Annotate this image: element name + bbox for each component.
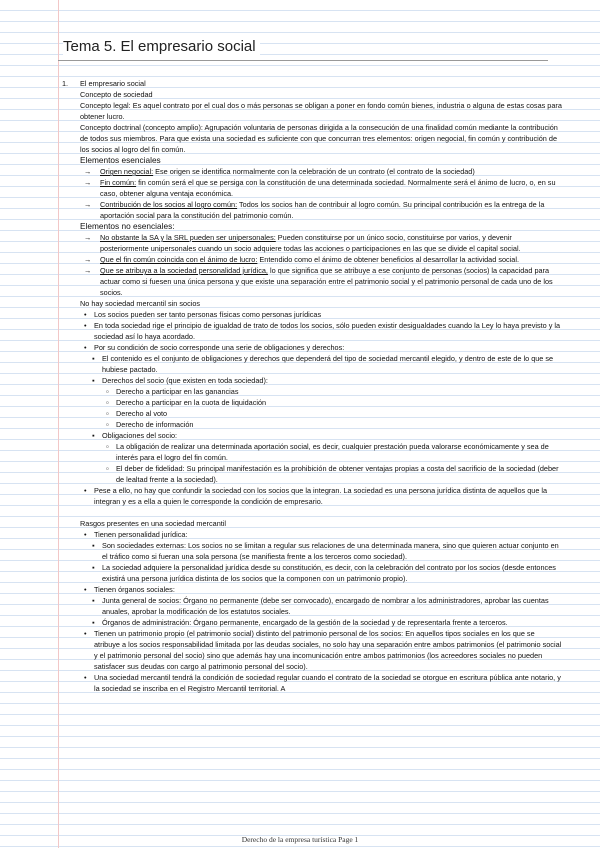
notebook-margin-line — [58, 0, 59, 848]
list-item: ▫ Derecho a participar en las ganancias — [106, 387, 239, 396]
square-bullet-icon: ▪ — [92, 596, 95, 605]
hollow-square-icon: ▫ — [106, 442, 109, 451]
list-item: ▪ La sociedad adquiere la personalidad jurídica desde su constitución, es decir, con la celebración del contrato por los socios (desde entonces existirá una persona jurídica distinta de los socios que la componen con un patrimonio propio). — [92, 563, 556, 583]
list-item: ▪ Son sociedades externas: Los socios no se limitan a regular sus relaciones de una determinada manera, sino que quieren actuar conjunto en el tráfico como si fueran una sola persona (se manifiesta frente a los terceros como sociedad). — [92, 541, 559, 561]
essential-elements-heading: Elementos esenciales — [80, 155, 161, 165]
bullet-icon: • — [84, 321, 87, 330]
essential-elements-list — [62, 166, 562, 221]
document-body — [62, 78, 562, 694]
list-item: • Tienen un patrimonio propio (el patrimonio social) distinto del patrimonio personal de los socios: En aquellos tipos sociales en los que se atribuye a los socios responsabilidad limitada por las deudas sociales, no solo hay una separación entre ambos patrimonios (el patrimonio social y el patrimonio personal del socio) sino que además hay una incomunicación entre ambos patrimonios (los acreedores sociales no pueden satisfacer sus deudas con cargo al patrimonio personal del socio). — [84, 629, 562, 671]
list-item: ▫ El deber de fidelidad: Su principal manifestación es la prohibición de obtener ventajas propias a costa del sacrificio de la sociedad (deber de lealtad frente a la sociedad). — [106, 464, 559, 484]
list-item: ▪ El contenido es el conjunto de obligaciones y derechos que dependerá del tipo de sociedad mercantil elegido, y dentro de este de lo que se hubiese pactado. — [92, 354, 554, 374]
list-item: • Una sociedad mercantil tendrá la condición de sociedad regular cuando el contrato de la sociedad se otorgue en escritura pública ante notario, y la sociedad se inscriba en el Registro Mercantil territorial. A — [84, 673, 561, 693]
non-essential-element: → Que el fin común coincida con el ánimo de lucro: Entendido como el ánimo de obtener beneficios al desarrollar la actividad social. — [84, 255, 519, 264]
page-footer: Derecho de la empresa turística Page 1 — [241, 835, 359, 844]
bullet-icon: • — [84, 585, 87, 594]
page-title: Tema 5. El empresario social — [63, 38, 260, 55]
hollow-square-icon: ▫ — [106, 387, 109, 396]
list-item: • En toda sociedad rige el principio de igualdad de trato de todos los socios, sólo pueden existir desigualdades cuando la Ley lo haya previsto y la sociedad así lo haya acordado. — [84, 321, 561, 341]
bullet-icon: • — [84, 343, 87, 352]
list-item: ▫ Derecho a participar en la cuota de liquidación — [106, 398, 267, 407]
no-company-without-partners-heading: No hay sociedad mercantil sin socios — [80, 299, 201, 308]
list-item: • Pese a ello, no hay que confundir la sociedad con los socios que la integran. La sociedad es una persona jurídica distinta de aquellos que la integran y es a ella a quien le corresponde la condición de empresario. — [84, 486, 548, 506]
bullet-icon: • — [84, 530, 87, 539]
square-bullet-icon: ▪ — [92, 563, 95, 572]
bullet-icon: • — [84, 673, 87, 682]
doctrinal-concept: Concepto doctrinal (concepto amplio): Agrupación voluntaria de personas dirigida a la consecución de una finalidad común mediante la contribución de todos sus miembros. Para que exista una sociedad es suficiente con que concurran tres elementos: origen negocial, fin común y contribución de los socios al logro del fin común. — [80, 123, 558, 154]
concept-heading: Concepto de sociedad — [80, 90, 153, 99]
hollow-square-icon: ▫ — [106, 464, 109, 473]
list-item: ▪ Junta general de socios: Órgano no permanente (debe ser convocado), encargado de nombrar a los administradores, aprobar las cuentas anuales, aprobar la modificación de los estatutos sociales. — [92, 596, 549, 616]
arrow-icon: → — [84, 266, 92, 275]
concept-block — [80, 89, 562, 166]
arrow-icon: → — [84, 233, 92, 242]
list-item: • Tienen personalidad jurídica: — [84, 530, 188, 539]
arrow-icon: → — [84, 167, 92, 176]
essential-element: → Origen negocial: Ese origen se identifica normalmente con la celebración de un contrato (el contrato de la sociedad) — [84, 167, 475, 176]
list-item: ▫ La obligación de realizar una determinada aportación social, es decir, cualquier prestación pueda valorarse económicamente y sea de interés para el logro del fin común. — [106, 442, 549, 462]
non-essential-element: → No obstante la SA y la SRL pueden ser unipersonales: Pueden constituirse por un único socio, constituirse por varios, y devenir posteriormente unipersonales cuando un socio adquiere todas las acciones o participaciones en las que se divide el capital social. — [84, 233, 521, 253]
essential-element: → Fin común: fin común será el que se persiga con la constitución de una determinada sociedad. Normalmente será el ánimo de lucro, o, en su caso, obtener alguna ventaja económica. — [84, 178, 556, 198]
bullet-icon: • — [84, 310, 87, 319]
hollow-square-icon: ▫ — [106, 398, 109, 407]
bullet-icon: • — [84, 486, 87, 495]
arrow-icon: → — [84, 255, 92, 264]
arrow-icon: → — [84, 178, 92, 187]
square-bullet-icon: ▪ — [92, 431, 95, 440]
square-bullet-icon: ▪ — [92, 618, 95, 627]
non-essential-element: → Que se atribuya a la sociedad personalidad jurídica, lo que significa que se atribuye a ese conjunto de personas (socios) la capacidad para actuar como si fuesen una única persona y que existe una separación entre el patrimonio social y el patrimonio personal de cada uno de los socios. — [84, 266, 553, 297]
arrow-icon: → — [84, 200, 92, 209]
traits-list — [84, 529, 562, 694]
square-bullet-icon: ▪ — [92, 541, 95, 550]
list-item: • Los socios pueden ser tanto personas físicas como personas jurídicas — [84, 310, 322, 319]
list-item: • Por su condición de socio corresponde una serie de obligaciones y derechos: — [84, 343, 345, 352]
list-item: ▫ Derecho al voto — [106, 409, 168, 418]
list-item: ▫ Derecho de información — [106, 420, 194, 429]
section-heading: 1. El empresario social — [62, 79, 146, 88]
list-item: ▪ Obligaciones del socio: — [92, 431, 178, 440]
square-bullet-icon: ▪ — [92, 354, 95, 363]
spacer — [62, 507, 562, 518]
partners-list — [84, 309, 562, 507]
non-essential-elements-heading: Elementos no esenciales: — [80, 221, 175, 231]
hollow-square-icon: ▫ — [106, 409, 109, 418]
list-item: ▪ Órganos de administración: Órgano permanente, encargado de la gestión de la sociedad y de representarla frente a terceros. — [92, 618, 508, 627]
hollow-square-icon: ▫ — [106, 420, 109, 429]
essential-element: → Contribución de los socios al logro común: Todos los socios han de contribuir al logro común. Su principal contribución es la entrega de la aportación social para la constitución del patrimonio común. — [84, 200, 545, 220]
non-essential-elements-list — [62, 232, 562, 298]
bullet-icon: • — [84, 629, 87, 638]
list-item: • Tienen órganos sociales: — [84, 585, 175, 594]
legal-concept: Concepto legal: Es aquel contrato por el cual dos o más personas se obligan a poner en fondo común bienes, industria o alguna de estas cosas para obtener lucro. — [80, 101, 562, 121]
traits-heading: Rasgos presentes en una sociedad mercantil — [80, 519, 227, 528]
title-divider — [58, 60, 548, 61]
list-item: ▪ Derechos del socio (que existen en toda sociedad): — [92, 376, 268, 385]
square-bullet-icon: ▪ — [92, 376, 95, 385]
